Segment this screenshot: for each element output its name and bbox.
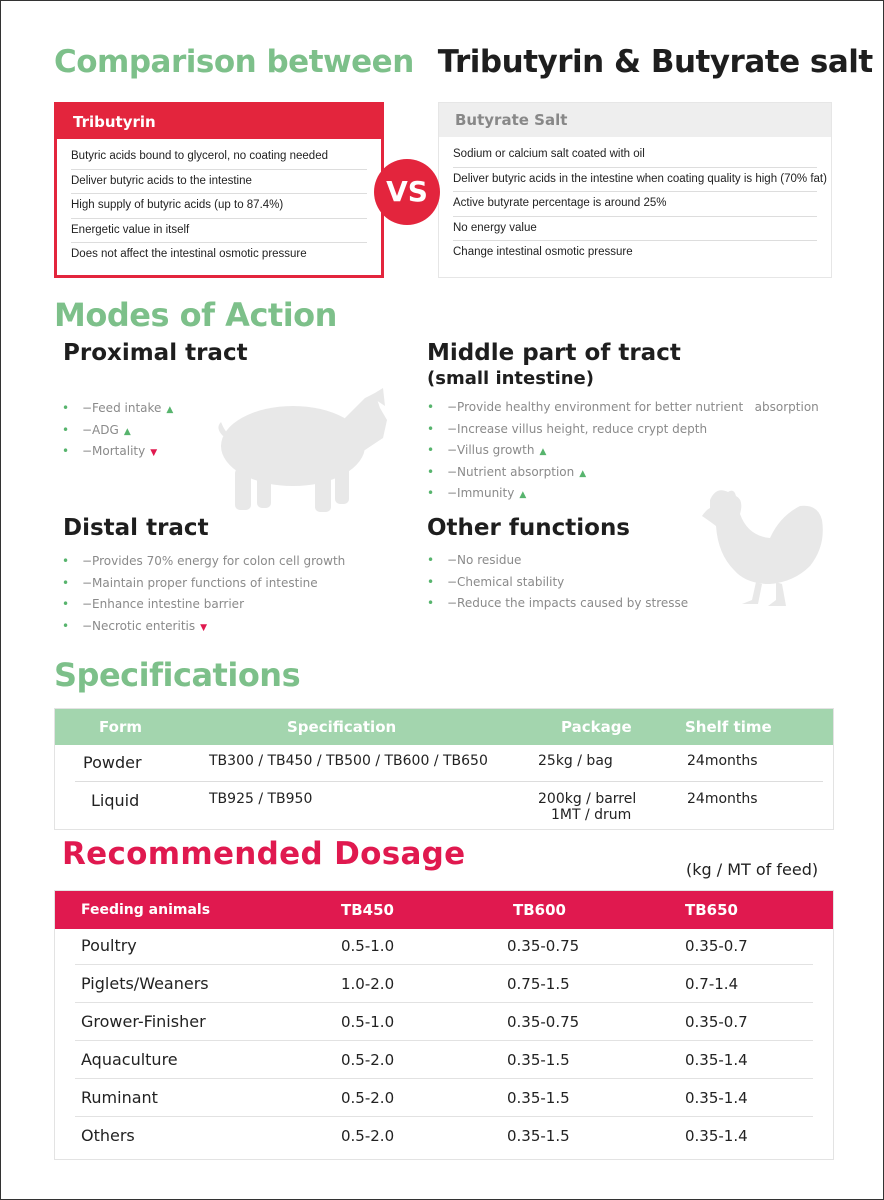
dosage-heading: Recommended Dosage: [62, 836, 466, 872]
tributyrin-list: [57, 145, 381, 267]
other-title: Other functions: [427, 515, 631, 541]
item-text: −Chemical stability: [447, 574, 565, 589]
list-item: [427, 397, 819, 419]
cell-tb450: 0.5-2.0: [341, 1127, 395, 1145]
cell-tb650: 0.35-0.7: [685, 1013, 748, 1031]
item-text: −Villus growth: [447, 443, 535, 458]
bullet-icon: •: [427, 400, 435, 414]
table-row: [55, 965, 833, 1003]
table-row: [55, 927, 833, 965]
cell-tb650: 0.35-1.4: [685, 1089, 748, 1107]
list-item: [62, 441, 173, 463]
tributyrin-header: Tributyrin: [57, 105, 381, 139]
item-text: −ADG: [82, 422, 119, 437]
item-text: −Nutrient absorption: [447, 464, 575, 479]
list-item: Change intestinal osmotic pressure: [453, 246, 633, 258]
page-title: [54, 44, 873, 80]
list-item: High supply of butyric acids (up to 87.4%): [71, 194, 367, 219]
list-item: [62, 573, 345, 595]
item-text: −Immunity: [447, 486, 515, 501]
cell-tb450: 0.5-1.0: [341, 937, 395, 955]
cell-animal: Aquaculture: [81, 1050, 178, 1069]
cell-shelf: 24months: [687, 753, 758, 769]
cell-package: 25kg / bag: [538, 753, 613, 769]
cell-animal: Ruminant: [81, 1088, 158, 1107]
col-feeding-animals: Feeding animals: [81, 902, 211, 918]
tributyrin-box: [54, 102, 384, 278]
cell-tb600: 0.35-0.75: [507, 1013, 580, 1031]
list-item: [427, 593, 688, 615]
dosage-unit: (kg / MT of feed): [686, 860, 819, 879]
bullet-icon: •: [427, 553, 435, 567]
cell-animal: Others: [81, 1126, 135, 1145]
bullet-icon: •: [427, 464, 435, 479]
item-text: −Provide healthy environment for better nutrient absorption: [447, 400, 819, 414]
list-item: [62, 594, 345, 616]
arrow-down-icon: ▼: [200, 622, 208, 633]
cell-form: Powder: [83, 753, 142, 772]
specs-header-row: [55, 709, 833, 745]
arrow-down-icon: ▼: [150, 448, 158, 459]
bullet-icon: •: [427, 421, 435, 436]
col-tb600: TB600: [513, 901, 566, 919]
bullet-icon: •: [62, 575, 70, 590]
col-package: Package: [561, 718, 632, 736]
bullet-icon: •: [427, 443, 435, 458]
item-text: −Feed intake: [82, 401, 162, 415]
cell-animal: Grower-Finisher: [81, 1012, 206, 1031]
arrow-up-icon: ▲: [579, 468, 587, 479]
table-row: [55, 1041, 833, 1079]
butyrate-salt-list: [439, 143, 831, 265]
cell-tb600: 0.35-1.5: [507, 1089, 570, 1107]
bullet-icon: •: [62, 597, 70, 612]
vs-badge: VS: [374, 159, 440, 225]
item-text: −Enhance intestine barrier: [82, 597, 244, 612]
item-text: −Maintain proper functions of intestine: [82, 575, 318, 590]
specs-table: [54, 708, 834, 830]
list-item: [427, 572, 688, 594]
distal-list: [62, 551, 345, 637]
item-text: −Provides 70% energy for colon cell growth: [82, 554, 346, 568]
dosage-table: [54, 890, 834, 1160]
title-part1: Comparison between: [54, 44, 414, 80]
cell-tb650: 0.35-1.4: [685, 1127, 748, 1145]
cell-tb650: 0.35-1.4: [685, 1051, 748, 1069]
list-item: [62, 398, 173, 420]
cell-tb450: 0.5-1.0: [341, 1013, 395, 1031]
item-text: −Necrotic enteritis: [82, 618, 196, 633]
cell-spec: TB925 / TB950: [209, 791, 313, 807]
cell-shelf: 24months: [687, 791, 758, 807]
other-list: [427, 550, 688, 615]
table-row: [55, 1003, 833, 1041]
cell-form: Liquid: [91, 791, 140, 810]
item-text: −Increase villus height, reduce crypt depth: [447, 421, 708, 436]
bullet-icon: •: [62, 618, 70, 633]
cell-package-2: 1MT / drum: [551, 807, 632, 823]
item-text: −Mortality: [82, 444, 146, 459]
cell-tb600: 0.35-1.5: [507, 1051, 570, 1069]
cell-spec: TB300 / TB450 / TB500 / TB600 / TB650: [209, 753, 488, 769]
list-item: Sodium or calcium salt coated with oil: [453, 143, 817, 168]
cell-tb600: 0.35-0.75: [507, 937, 580, 955]
proximal-list: [62, 398, 173, 463]
col-tb650: TB650: [685, 901, 738, 919]
list-item: [62, 551, 345, 573]
arrow-up-icon: ▲: [123, 426, 131, 437]
list-item: Deliver butyric acids in the intestine when coating quality is high (70% fat): [453, 168, 817, 193]
bullet-icon: •: [62, 422, 70, 437]
list-item: [427, 462, 819, 484]
modes-heading: Modes of Action: [54, 296, 337, 334]
bullet-icon: •: [427, 596, 435, 611]
butyrate-salt-box: [438, 102, 832, 278]
middle-subtitle: (small intestine): [427, 368, 594, 389]
col-shelf-time: Shelf time: [685, 718, 772, 736]
col-specification: Specification: [287, 718, 397, 736]
title-part2: Tributyrin & Butyrate salt: [437, 44, 873, 80]
cell-tb450: 0.5-2.0: [341, 1051, 395, 1069]
col-tb450: TB450: [341, 901, 394, 919]
divider: [75, 781, 823, 782]
butyrate-salt-header: Butyrate Salt: [439, 103, 831, 137]
list-item: Butyric acids bound to glycerol, no coating needed: [71, 145, 367, 170]
bullet-icon: •: [427, 486, 435, 501]
middle-list: [427, 397, 819, 505]
list-item: Deliver butyric acids to the intestine: [71, 170, 367, 195]
distal-title: Distal tract: [63, 515, 209, 541]
list-item: No energy value: [453, 217, 817, 242]
list-item: [427, 483, 819, 505]
item-text: −Reduce the impacts caused by stresse: [447, 596, 689, 611]
list-item: [62, 420, 173, 442]
cell-tb600: 0.75-1.5: [507, 975, 570, 993]
arrow-up-icon: ▲: [166, 405, 174, 415]
arrow-up-icon: ▲: [519, 490, 527, 501]
list-item: [427, 440, 819, 462]
specs-heading: Specifications: [54, 656, 301, 694]
list-item: Energetic value in itself: [71, 219, 367, 244]
bullet-icon: •: [62, 444, 70, 459]
bullet-icon: •: [427, 574, 435, 589]
list-item: [427, 550, 688, 572]
bullet-icon: •: [62, 401, 70, 415]
cell-animal: Poultry: [81, 936, 137, 955]
proximal-title: Proximal tract: [63, 340, 248, 366]
cell-tb650: 0.35-0.7: [685, 937, 748, 955]
list-item: Does not affect the intestinal osmotic pressure: [71, 248, 307, 260]
cell-tb650: 0.7-1.4: [685, 975, 739, 993]
cell-package: 200kg / barrel: [538, 791, 637, 807]
cell-tb450: 1.0-2.0: [341, 975, 395, 993]
cell-tb600: 0.35-1.5: [507, 1127, 570, 1145]
cell-tb450: 0.5-2.0: [341, 1089, 395, 1107]
list-item: Active butyrate percentage is around 25%: [453, 192, 817, 217]
list-item: [427, 419, 819, 441]
middle-title: Middle part of tract: [427, 340, 681, 366]
item-text: −No residue: [447, 553, 522, 567]
list-item: [62, 616, 345, 638]
table-row: [55, 1117, 833, 1155]
cell-animal: Piglets/Weaners: [81, 974, 209, 993]
dosage-header-row: [55, 891, 833, 929]
arrow-up-icon: ▲: [539, 447, 547, 458]
bullet-icon: •: [62, 554, 70, 568]
table-row: [55, 1079, 833, 1117]
pig-silhouette-icon: [215, 388, 390, 520]
col-form: Form: [99, 718, 142, 736]
